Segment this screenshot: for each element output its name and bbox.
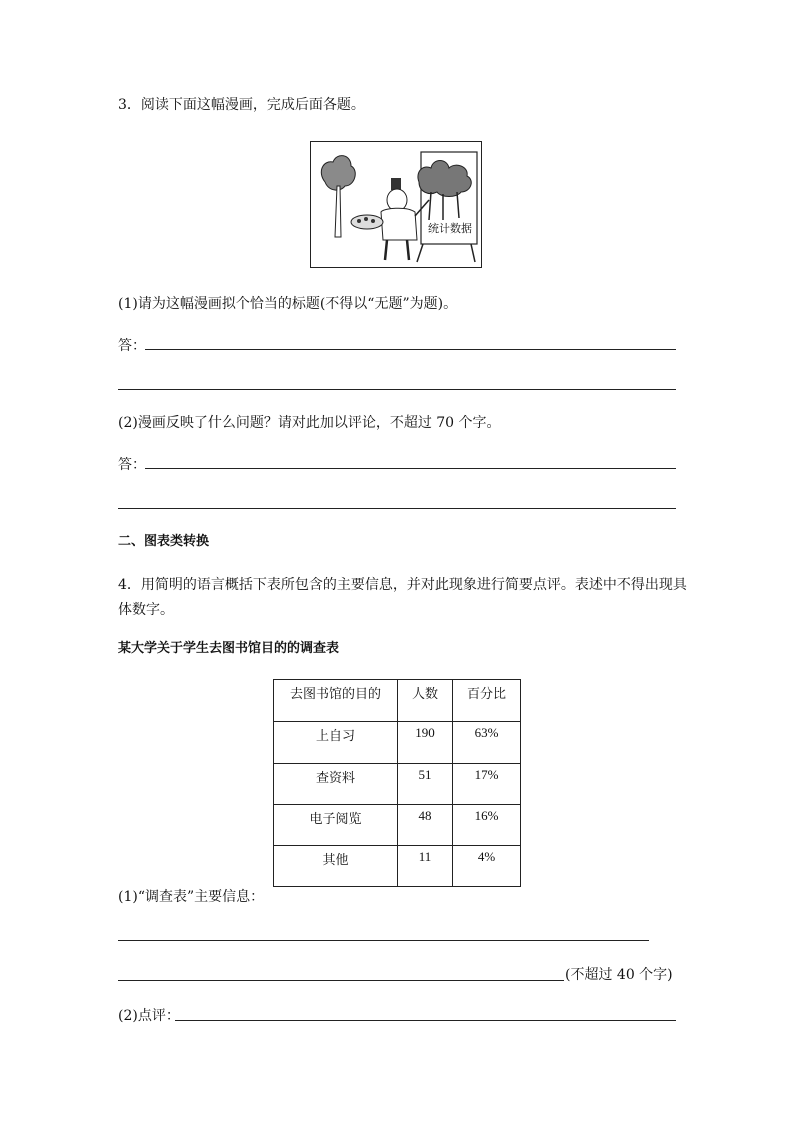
answer-line[interactable] (118, 940, 649, 941)
section-title: 二、图表类转换 (118, 534, 210, 549)
table-cell: 190 (398, 722, 453, 764)
q3-sub2: (2)漫画反映了什么问题？请对此加以评论，不超过 70 个字。 (118, 415, 501, 431)
table-cell: 查资料 (274, 764, 398, 805)
q3-answer-label-2: 答： (118, 457, 146, 473)
table-cell: 48 (398, 805, 453, 846)
table-row (274, 805, 521, 846)
table-cell: 上自习 (274, 722, 398, 764)
table-cell: 4% (453, 846, 521, 887)
q3-answer-label-1: 答： (118, 338, 146, 354)
table-header-row (274, 680, 521, 722)
painter-figure (351, 178, 429, 260)
table-cell: 63% (453, 722, 521, 764)
table-row (274, 846, 521, 887)
q4-stem-line1: 4．用简明的语言概括下表所包含的主要信息，并对此现象进行简要点评。表述中不得出现具 (118, 577, 687, 593)
table-row (274, 722, 521, 764)
table-cell: 51 (398, 764, 453, 805)
answer-line[interactable] (175, 1020, 676, 1021)
cartoon-image (310, 141, 482, 268)
q3-stem: 3．阅读下面这幅漫画，完成后面各题。 (118, 97, 365, 113)
answer-line[interactable] (118, 389, 676, 390)
table-cell: 其他 (274, 846, 398, 887)
table-title: 某大学关于学生去图书馆目的的调查表 (118, 641, 340, 656)
answer-line[interactable] (118, 508, 676, 509)
q4-sub1: (1)“调查表”主要信息： (118, 889, 265, 905)
answer-line[interactable] (145, 349, 676, 350)
cartoon-caption: 统计数据 (427, 220, 473, 238)
q4-sub2: (2)点评： (118, 1008, 180, 1024)
table-header-cell: 去图书馆的目的 (274, 680, 398, 722)
table-row (274, 764, 521, 805)
answer-line[interactable] (145, 468, 676, 469)
word-limit-note: (不超过 40 个字) (565, 967, 673, 983)
cartoon-drawing (311, 142, 481, 267)
q4-stem-line2: 体数字。 (118, 602, 174, 618)
table-cell: 11 (398, 846, 453, 887)
q3-sub1: (1)请为这幅漫画拟个恰当的标题(不得以“无题”为题)。 (118, 296, 458, 312)
survey-table (273, 679, 521, 887)
table-header-cell: 百分比 (453, 680, 521, 722)
table-cell: 电子阅览 (274, 805, 398, 846)
table-cell: 17% (453, 764, 521, 805)
answer-line[interactable] (118, 980, 564, 981)
easel-canvas (417, 152, 477, 262)
table-header-cell: 人数 (398, 680, 453, 722)
left-tree-icon (321, 156, 355, 237)
table-cell: 16% (453, 805, 521, 846)
